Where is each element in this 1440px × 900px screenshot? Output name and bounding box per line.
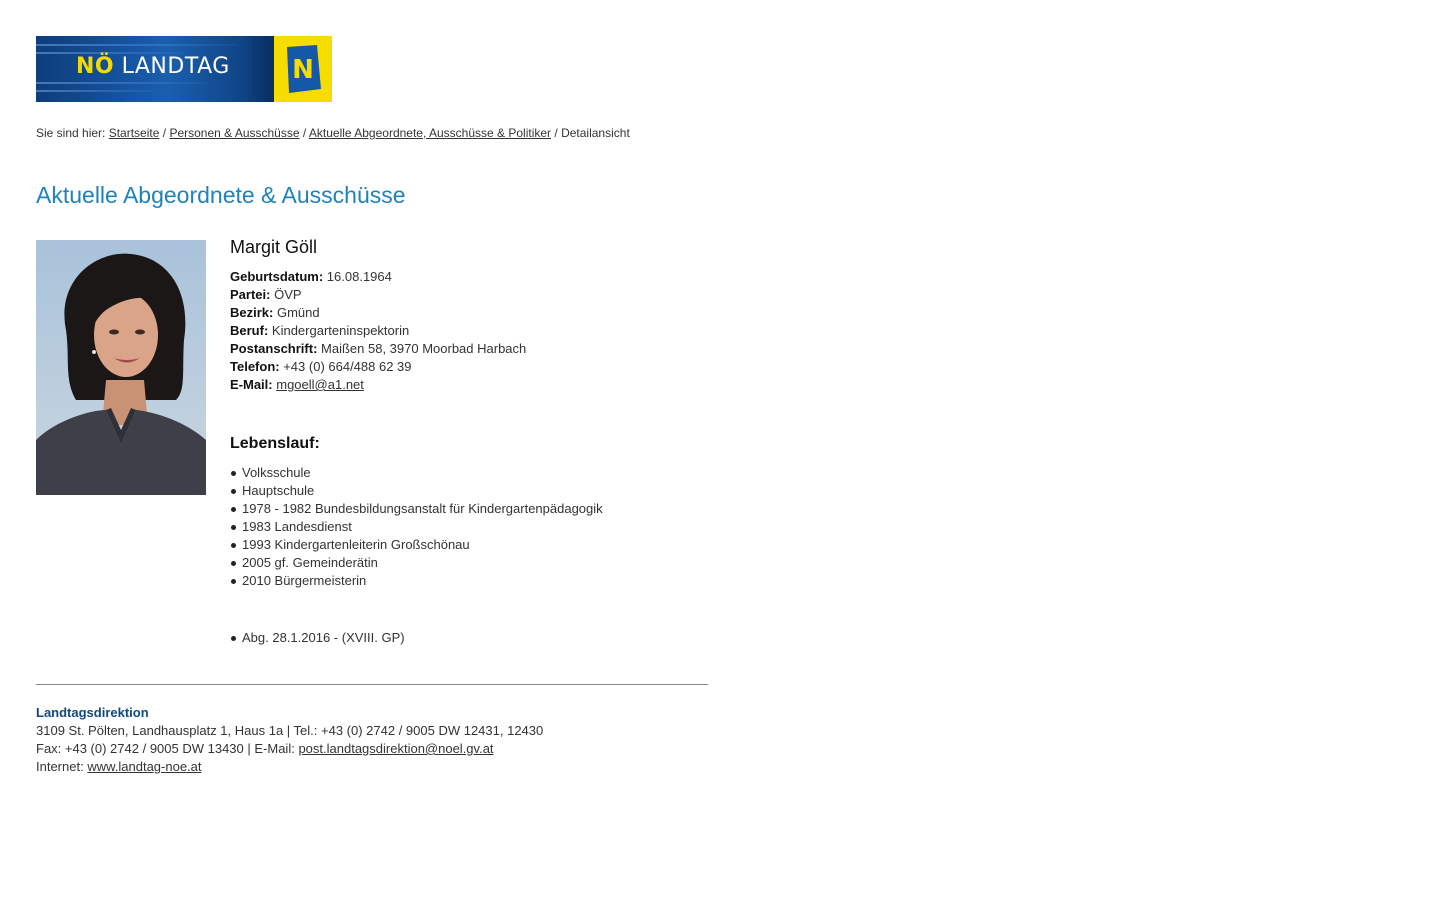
breadcrumb-separator: / (554, 126, 558, 140)
info-birthdate (230, 268, 710, 286)
footer-website-link[interactable]: www.landtag-noe.at (87, 759, 202, 774)
logo-text-accent: NÖ (76, 54, 115, 79)
info-value: Maißen 58, 3970 Moorbad Harbach (321, 341, 527, 356)
page-title: Aktuelle Abgeordnete & Ausschüsse (36, 182, 406, 208)
list-item: Hauptschule (242, 482, 710, 500)
info-value: +43 (0) 664/488 62 39 (283, 359, 412, 374)
info-label: Geburtsdatum: (230, 269, 324, 284)
cv-list (230, 464, 710, 590)
footer-fax-line (36, 740, 543, 758)
emblem-letter: N (292, 55, 314, 85)
noe-landtag-logo[interactable] (36, 36, 332, 102)
info-email (230, 376, 710, 394)
footer-divider (36, 684, 708, 685)
footer-internet-line (36, 758, 543, 776)
terms-list (230, 629, 710, 647)
breadcrumb-link-startseite[interactable]: Startseite (108, 126, 160, 140)
breadcrumb-separator: / (162, 126, 167, 140)
portrait-photo (36, 240, 206, 495)
info-value: Kindergarteninspektorin (271, 323, 410, 338)
footer-internet-label: Internet: (36, 759, 84, 774)
info-district (230, 304, 710, 322)
info-label: Bezirk: (230, 305, 274, 320)
info-party (230, 286, 710, 304)
info-label: E-Mail: (230, 377, 273, 392)
list-item: 1983 Landesdienst (242, 518, 710, 536)
footer-title: Landtagsdirektion (36, 705, 149, 720)
breadcrumb-prefix: Sie sind hier: (36, 126, 106, 140)
info-label: Telefon: (230, 359, 280, 374)
footer (36, 704, 543, 776)
footer-email-link[interactable]: post.landtagsdirektion@noel.gv.at (298, 741, 494, 756)
info-profession (230, 322, 710, 340)
list-item: 2005 gf. Gemeinderätin (242, 554, 710, 572)
person-name: Margit Göll (230, 237, 318, 257)
list-item: Abg. 28.1.2016 - (XVIII. GP) (242, 629, 710, 647)
breadcrumb-separator: / (302, 126, 307, 140)
breadcrumb-current: Detailansicht (561, 126, 630, 140)
list-item: 1978 - 1982 Bundesbildungsanstalt für Kindergartenpädagogik (242, 500, 710, 518)
breadcrumb-link-personen[interactable]: Personen & Ausschüsse (169, 126, 300, 140)
info-label: Postanschrift: (230, 341, 318, 356)
noe-emblem-icon (274, 36, 332, 102)
logo-text-main: LANDTAG (121, 54, 230, 79)
footer-address: 3109 St. Pölten, Landhausplatz 1, Haus 1a | Tel.: +43 (0) 2742 / 9005 DW 12431, 12430 (36, 723, 544, 738)
breadcrumb-link-abgeordnete[interactable]: Aktuelle Abgeordnete, Ausschüsse & Politiker (308, 126, 552, 140)
footer-fax: Fax: +43 (0) 2742 / 9005 DW 13430 | E-Mail: (36, 741, 295, 756)
logo-band (36, 36, 274, 102)
email-link[interactable]: mgoell@a1.net (276, 377, 364, 392)
breadcrumb (36, 126, 630, 140)
info-value: Gmünd (276, 305, 320, 320)
list-item: 2010 Bürgermeisterin (242, 572, 710, 590)
info-phone (230, 358, 710, 376)
info-value: ÖVP (274, 287, 302, 302)
logo-text (76, 54, 230, 79)
cv-title: Lebenslauf: (230, 435, 320, 452)
info-postal-address (230, 340, 710, 358)
info-label: Beruf: (230, 323, 269, 338)
info-label: Partei: (230, 287, 271, 302)
list-item: Volksschule (242, 464, 710, 482)
person-details (230, 236, 710, 647)
list-item: 1993 Kindergartenleiterin Großschönau (242, 536, 710, 554)
info-value: 16.08.1964 (326, 269, 392, 284)
